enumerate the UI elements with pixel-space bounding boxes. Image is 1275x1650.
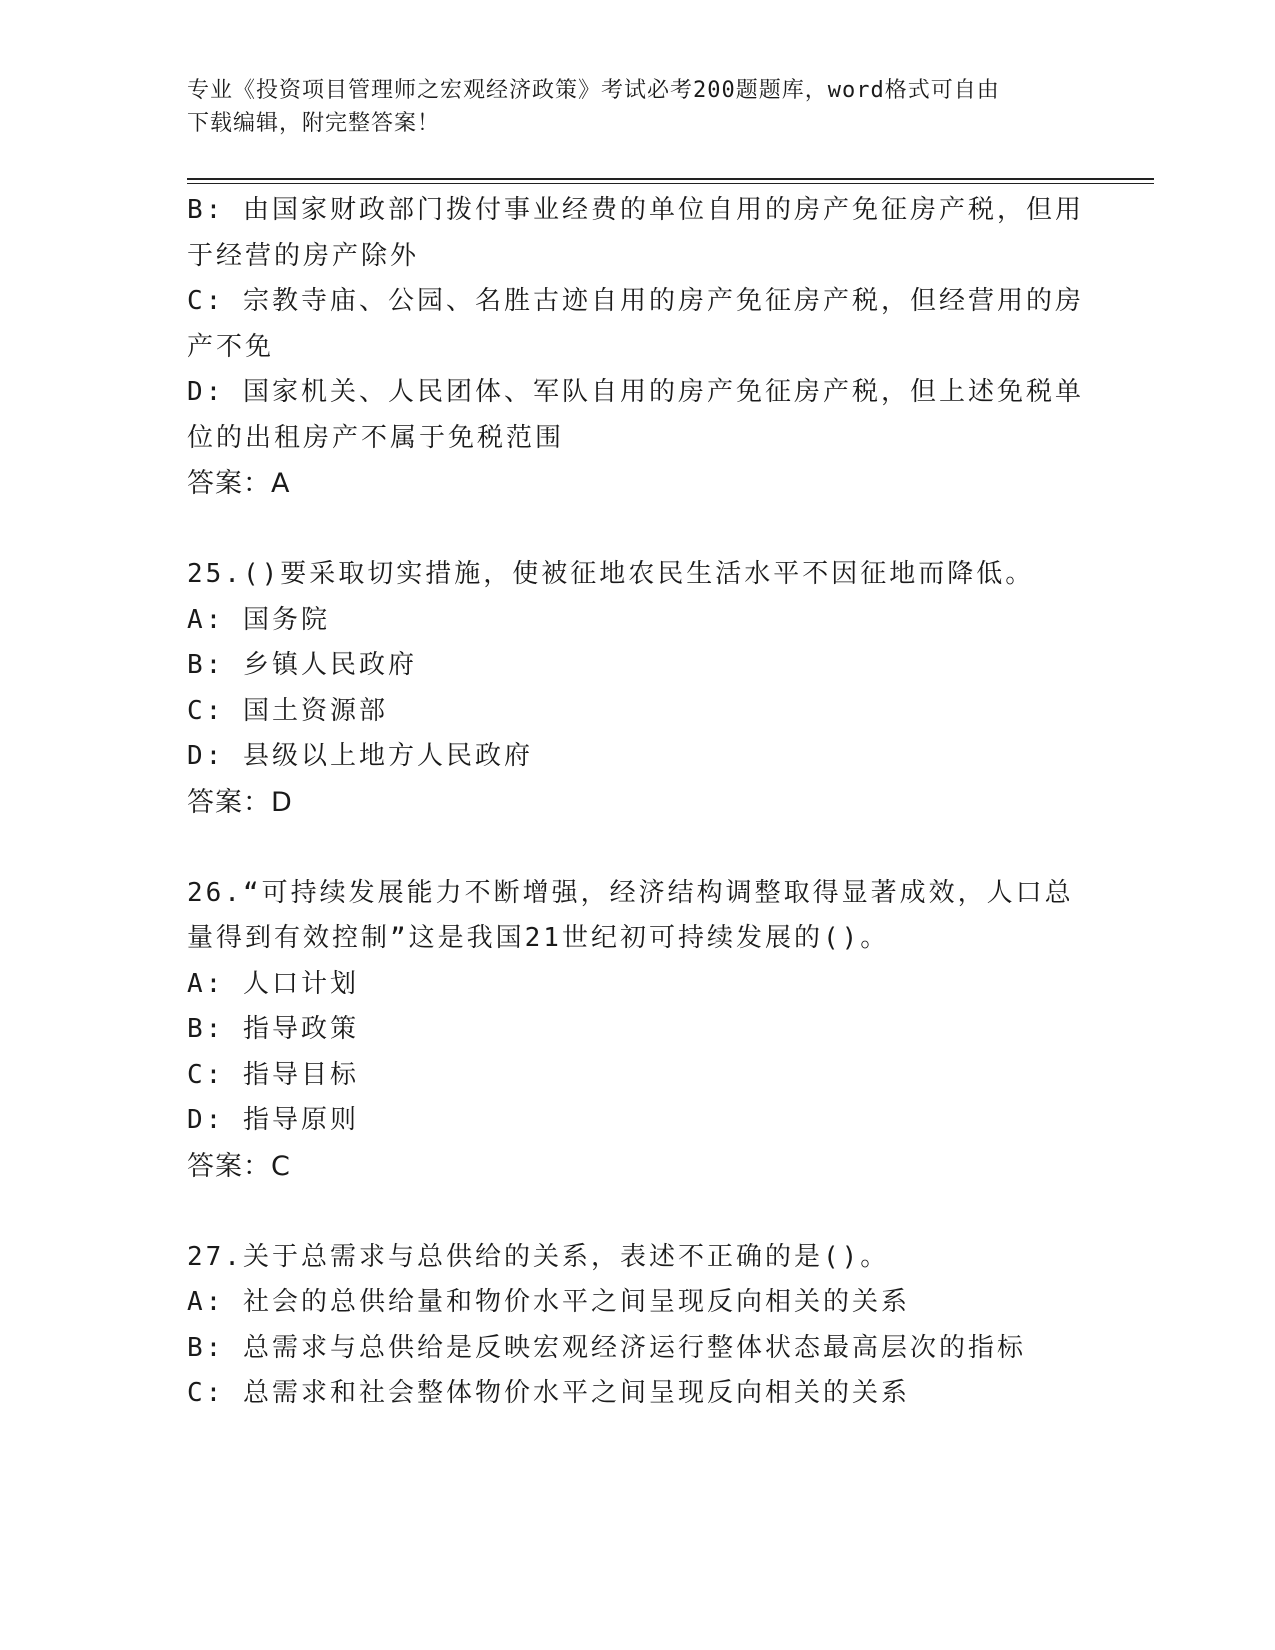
answer-24: 答案：A	[187, 468, 291, 499]
question-25-option-b: B: 乡镇人民政府	[187, 650, 417, 680]
question-26-option-b: B: 指导政策	[187, 1014, 359, 1044]
question-25-option-d: D: 县级以上地方人民政府	[187, 741, 533, 771]
question-spacer	[187, 1189, 1087, 1235]
header-rule-thick	[187, 178, 1154, 180]
question-24-continued	[187, 188, 1087, 507]
question-26-option-c: C: 指导目标	[187, 1059, 359, 1090]
question-25-option-c: C: 国土资源部	[187, 695, 388, 726]
option-c-line-1: C: 宗教寺庙、公园、名胜古迹自用的房产免征房产税，但经营用的房	[187, 286, 1084, 316]
question-27-option-c: C: 总需求和社会整体物价水平之间呈现反向相关的关系	[187, 1378, 910, 1408]
answer-25: 答案：D	[187, 786, 293, 818]
question-26-option-d: D: 指导原则	[187, 1105, 359, 1135]
option-c-line-2: 产不免	[187, 331, 275, 362]
document-header	[187, 74, 1067, 140]
header-line-1: 专业《投资项目管理师之宏观经济政策》考试必考200题题库，word格式可自由	[187, 78, 1000, 103]
header-line-2: 下载编辑，附完整答案！	[187, 111, 441, 136]
answer-26: 答案：C	[187, 1150, 291, 1182]
option-d-line-1: D: 国家机关、人民团体、军队自用的房产免征房产税，但上述免税单	[187, 377, 1084, 407]
question-26-option-a: A: 人口计划	[187, 968, 359, 999]
question-27-stem: 27.关于总需求与总供给的关系，表述不正确的是()。	[187, 1241, 890, 1272]
question-25	[187, 552, 1087, 825]
option-b-line-1: B: 由国家财政部门拨付事业经费的单位自用的房产免征房产税，但用	[187, 195, 1084, 225]
question-26	[187, 871, 1087, 1190]
question-27-option-a: A: 社会的总供给量和物价水平之间呈现反向相关的关系	[187, 1287, 910, 1317]
question-27	[187, 1235, 1087, 1417]
question-list	[187, 188, 1087, 1417]
header-rule-thin	[187, 183, 1154, 184]
question-25-stem: 25.()要采取切实措施，使被征地农民生活水平不因征地而降低。	[187, 559, 1035, 589]
question-spacer	[187, 825, 1087, 871]
question-spacer	[187, 507, 1087, 553]
option-d-line-2: 位的出租房产不属于免税范围	[187, 422, 565, 453]
question-27-option-b: B: 总需求与总供给是反映宏观经济运行整体状态最高层次的指标	[187, 1332, 1026, 1363]
question-25-option-a: A: 国务院	[187, 604, 330, 635]
question-26-stem-line-2: 量得到有效控制”这是我国21世纪初可持续发展的()。	[187, 923, 890, 953]
question-26-stem-line-1: 26.“可持续发展能力不断增强，经济结构调整取得显著成效，人口总	[187, 877, 1074, 908]
option-b-line-2: 于经营的房产除外	[187, 240, 420, 271]
